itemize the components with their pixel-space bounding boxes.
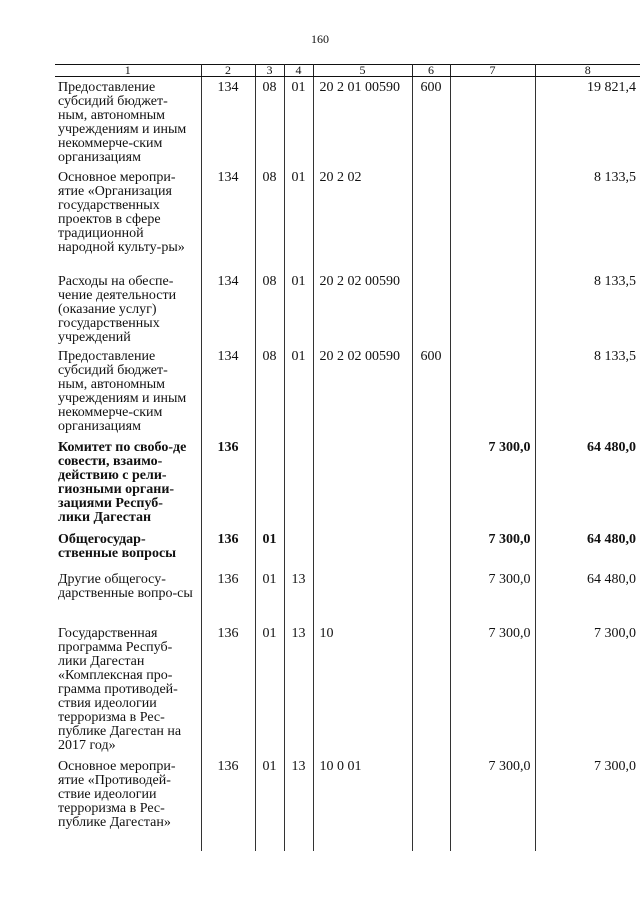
expense-name: Основное меропри-ятие «Организация государственных проектов в сфере традиционной народной культу-ры»: [55, 167, 201, 271]
subsection-code: 13: [284, 623, 313, 756]
subsection-code: 01: [284, 271, 313, 346]
amount-col8: 64 480,0: [535, 437, 640, 529]
table-row: [55, 167, 640, 271]
expense-name: Основное меропри-ятие «Противодей-ствие идеологии терроризма в Рес-публике Дагестан»: [55, 756, 201, 851]
target-code: [313, 437, 412, 529]
subsection-code: [284, 437, 313, 529]
ministry-code: 136: [201, 623, 255, 756]
section-code: 08: [255, 167, 284, 271]
subsection-code: 01: [284, 346, 313, 437]
subsection-code: 13: [284, 756, 313, 851]
target-code: [313, 529, 412, 569]
target-code: [313, 569, 412, 623]
table-row: [55, 569, 640, 623]
expense-type-code: [412, 271, 450, 346]
column-header: 5: [313, 65, 412, 77]
amount-col8: 7 300,0: [535, 756, 640, 851]
section-code: 01: [255, 756, 284, 851]
column-header: 4: [284, 65, 313, 77]
amount-col8: 8 133,5: [535, 346, 640, 437]
expense-type-code: [412, 569, 450, 623]
table-row: [55, 346, 640, 437]
subsection-code: 01: [284, 77, 313, 167]
ministry-code: 134: [201, 271, 255, 346]
amount-col8: 8 133,5: [535, 167, 640, 271]
target-code: 10 0 01: [313, 756, 412, 851]
section-code: 08: [255, 346, 284, 437]
amount-col8: 64 480,0: [535, 529, 640, 569]
expense-type-code: [412, 756, 450, 851]
expense-name: Общегосудар-ственные вопросы: [55, 529, 201, 569]
expense-type-code: [412, 529, 450, 569]
subsection-code: 13: [284, 569, 313, 623]
amount-col7: 7 300,0: [450, 529, 535, 569]
amount-col7: 7 300,0: [450, 756, 535, 851]
section-code: [255, 437, 284, 529]
column-header: 6: [412, 65, 450, 77]
ministry-code: 136: [201, 569, 255, 623]
budget-table: [55, 64, 640, 851]
expense-type-code: [412, 623, 450, 756]
expense-name: Комитет по свобо-де совести, взаимо-действию с рели-гиозными органи-зациями Респуб-лики Дагестан: [55, 437, 201, 529]
amount-col8: 8 133,5: [535, 271, 640, 346]
section-code: 08: [255, 77, 284, 167]
amount-col7: [450, 77, 535, 167]
amount-col7: 7 300,0: [450, 623, 535, 756]
target-code: 20 2 02 00590: [313, 346, 412, 437]
expense-name: Предоставление субсидий бюджет-ным, автономным учреждениям и иным некоммерче-ским организациям: [55, 346, 201, 437]
expense-type-code: [412, 167, 450, 271]
ministry-code: 134: [201, 77, 255, 167]
amount-col7: 7 300,0: [450, 437, 535, 529]
ministry-code: 134: [201, 167, 255, 271]
expense-name: Другие общегосу-дарственные вопро-сы: [55, 569, 201, 623]
section-code: 01: [255, 529, 284, 569]
section-code: 01: [255, 623, 284, 756]
target-code: 20 2 02 00590: [313, 271, 412, 346]
table-row: [55, 623, 640, 756]
subsection-code: [284, 529, 313, 569]
expense-name: Государственная программа Респуб-лики Дагестан «Комплексная про-грамма противодей-ствия идеологии терроризма в Рес-публике Дагестан на 2017 год»: [55, 623, 201, 756]
expense-type-code: [412, 437, 450, 529]
expense-type-code: 600: [412, 346, 450, 437]
column-header: 7: [450, 65, 535, 77]
amount-col7: 7 300,0: [450, 569, 535, 623]
subsection-code: 01: [284, 167, 313, 271]
amount-col7: [450, 167, 535, 271]
expense-type-code: 600: [412, 77, 450, 167]
column-number-header-row: [55, 65, 640, 77]
table-row: [55, 271, 640, 346]
target-code: 20 2 01 00590: [313, 77, 412, 167]
expense-name: Предоставление субсидий бюджет-ным, автономным учреждениям и иным некоммерче-ским организациям: [55, 77, 201, 167]
ministry-code: 136: [201, 529, 255, 569]
amount-col7: [450, 346, 535, 437]
amount-col8: 64 480,0: [535, 569, 640, 623]
column-header: 2: [201, 65, 255, 77]
expense-name: Расходы на обеспе-чение деятельности (оказание услуг) государственных учреждений: [55, 271, 201, 346]
section-code: 01: [255, 569, 284, 623]
table-row: [55, 77, 640, 167]
target-code: 10: [313, 623, 412, 756]
page-number: 160: [311, 32, 329, 46]
table-row: [55, 756, 640, 851]
target-code: 20 2 02: [313, 167, 412, 271]
section-code: 08: [255, 271, 284, 346]
column-header: 8: [535, 65, 640, 77]
ministry-code: 136: [201, 437, 255, 529]
ministry-code: 136: [201, 756, 255, 851]
column-header: 1: [55, 65, 201, 77]
table-row: [55, 529, 640, 569]
amount-col7: [450, 271, 535, 346]
column-header: 3: [255, 65, 284, 77]
amount-col8: 7 300,0: [535, 623, 640, 756]
amount-col8: 19 821,4: [535, 77, 640, 167]
ministry-code: 134: [201, 346, 255, 437]
table-row: [55, 437, 640, 529]
